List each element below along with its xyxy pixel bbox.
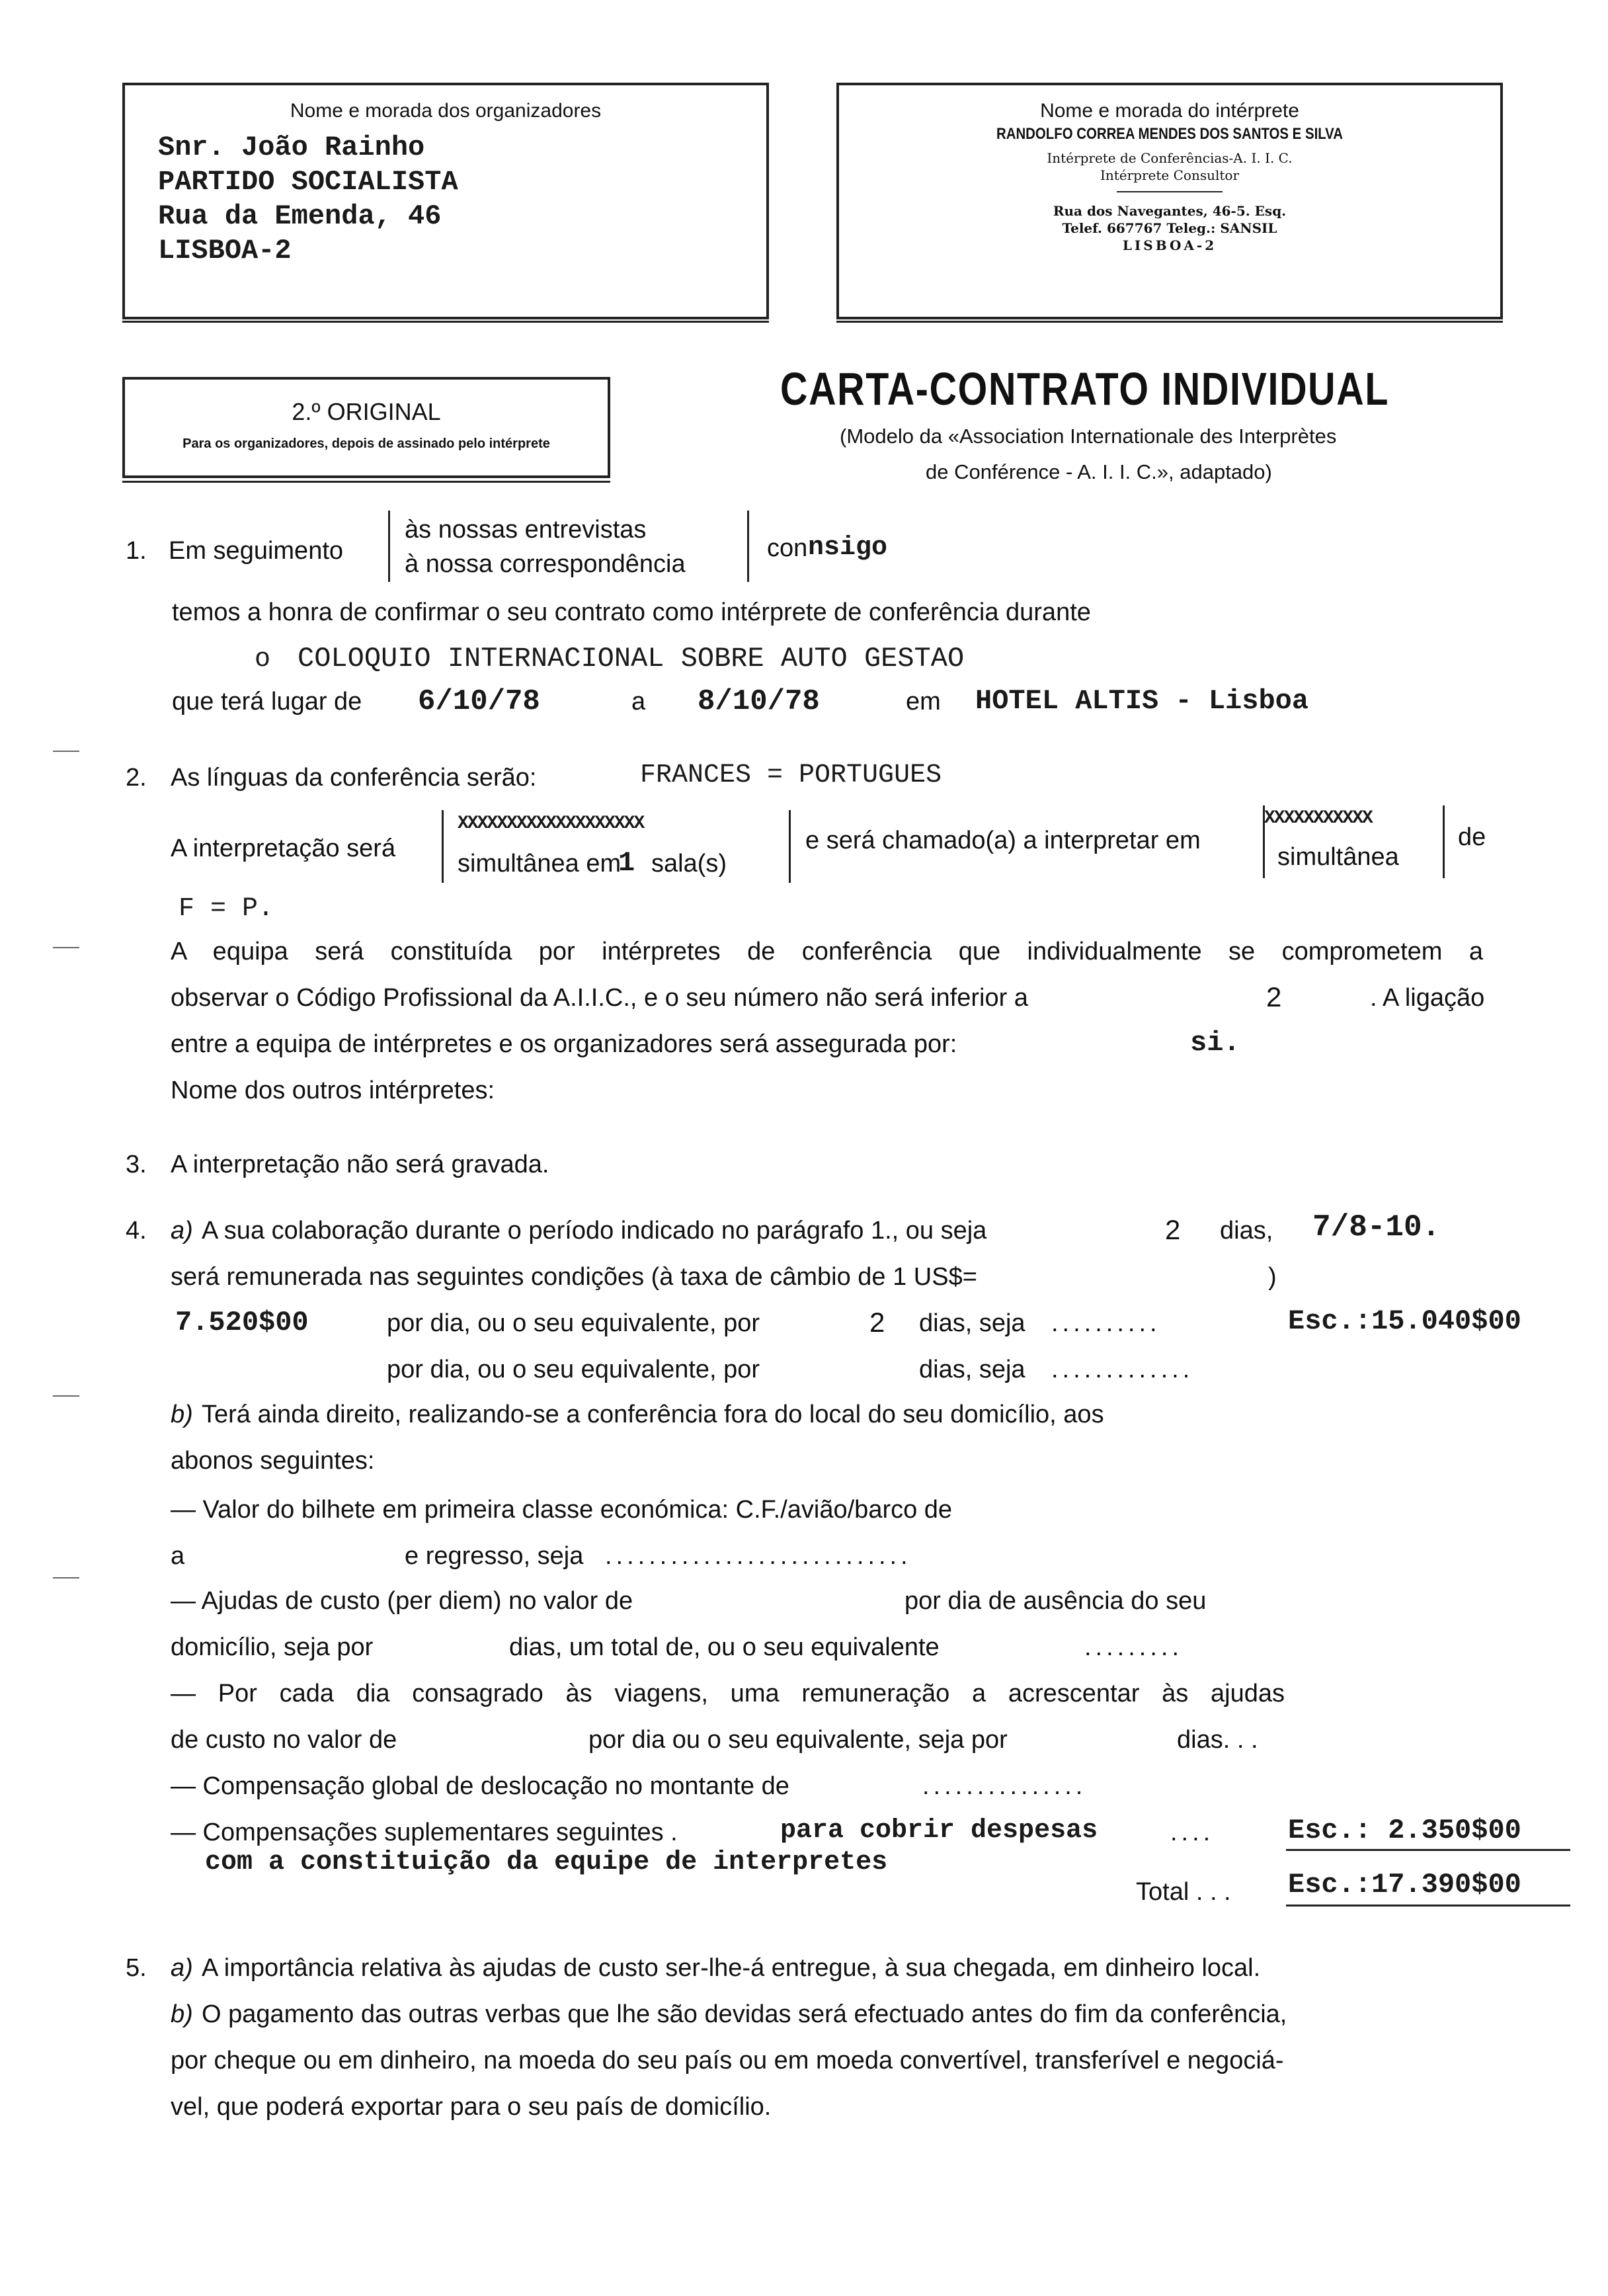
s5-number: 5. [126, 1954, 147, 1982]
s1-date-from: 6/10/78 [418, 685, 540, 718]
s1-date-to: 8/10/78 [698, 685, 820, 718]
s2-other-interpreters: Nome dos outros intérpretes: [171, 1077, 495, 1104]
page-subtitle-1: (Modelo da «Association Internationale des Interprètes [840, 425, 1337, 448]
s4-ticket-dots: ............................ [605, 1542, 912, 1570]
s4-global-dots: ............... [922, 1772, 1087, 1800]
s5-b-label: b) [171, 2000, 193, 2028]
s4-perday2-dots: ............. [1051, 1356, 1194, 1383]
s4-perdiem1: — Ajudas de custo (per diem) no valor de [171, 1587, 633, 1615]
interpreter-title2: Intérprete Consultor [1100, 167, 1240, 183]
s3-number: 3. [126, 1151, 147, 1178]
s4-rate-text: será remunerada nas seguintes condições (à taxa de câmbio de 1 US$= [171, 1263, 977, 1291]
s4-perday2-text: por dia, ou o seu equivalente, por [387, 1356, 760, 1383]
s2-de: de [1458, 823, 1486, 851]
s1-bracket-right [747, 511, 749, 582]
s2-number: 2. [126, 764, 147, 792]
s4-ticket-return: e regresso, seja [405, 1542, 584, 1570]
s4-perday-value: 7.520$00 [175, 1307, 309, 1338]
s2-team-line1: A equipa será constituída por intérpretes de conferência que individualmente se comprometem a [171, 938, 1483, 965]
organizers-label: Nome e morada dos organizadores [290, 100, 602, 122]
original-box-double-line [122, 481, 610, 483]
organizer-name: Snr. João Rainho [158, 132, 425, 163]
s1-option-correspondence: à nossa correspondência [405, 550, 686, 578]
margin-mark [53, 751, 79, 752]
s4-perday-tail: dias, seja [919, 1309, 1025, 1337]
s2-bracket1-right [789, 810, 791, 883]
s4-travel2: de custo no valor de [171, 1726, 397, 1754]
s4-days: 2 [1165, 1214, 1181, 1245]
organizer-street: Rua da Emenda, 46 [158, 200, 442, 232]
s2-struck-option-2: XXXXXXXXXXX [1264, 808, 1372, 829]
s1-date-a: a [631, 688, 646, 716]
interpreter-box-double-line [836, 321, 1503, 323]
s4-supp-typed-2: com a constituição da equipe de interpretes [205, 1848, 888, 1877]
s2-bracket1-left [442, 810, 444, 883]
s4-supp: — Compensações suplementares seguintes . [171, 1819, 678, 1846]
s2-struck-option-1: XXXXXXXXXXXXXXXXXXX [458, 813, 644, 834]
s1-date-lead: que terá lugar de [172, 688, 362, 716]
s1-conference-prefix: o [255, 645, 271, 675]
interpreter-divider [1117, 191, 1223, 192]
s2-team-line2-tail: . A ligação [1370, 984, 1485, 1012]
interpreter-city: LISBOA-2 [1122, 237, 1217, 253]
s4-total-label: Total . . . [1136, 1878, 1231, 1906]
s2-languages-label: As línguas da conferência serão: [171, 764, 537, 792]
s4-supp-typed-1: para cobrir despesas [780, 1816, 1098, 1846]
original-subtitle: Para os organizadores, depois de assinado pelo intérprete [182, 436, 550, 451]
s5-b-text-3: vel, que poderá exportar para o seu país de domicílio. [171, 2093, 772, 2121]
s4-ticket: — Valor do bilhete em primeira classe económica: C.F./avião/barco de [171, 1496, 953, 1524]
s2-languages: FRANCES = PORTUGUES [640, 760, 942, 790]
s2-interp-label: A interpretação será [171, 835, 396, 862]
s5-a-label: a) [171, 1954, 193, 1982]
s1-tail-printed: con [767, 534, 808, 562]
page-title: CARTA-CONTRATO INDIVIDUAL [780, 363, 1390, 415]
s5-b-text-1: O pagamento das outras verbas que lhe são devidas será efectuado antes do fim da conferência, [202, 2000, 1287, 2028]
s2-called-label: e será chamado(a) a interpretar em [805, 827, 1201, 854]
interpreter-name: RANDOLFO CORREA MENDES DOS SANTOS E SILVA [996, 125, 1344, 143]
interpreter-box [836, 83, 1503, 319]
s3-text: A interpretação não será gravada. [171, 1151, 549, 1178]
organizers-box-double-line [122, 321, 769, 323]
s4-supp-total: Esc.: 2.350$00 [1288, 1815, 1521, 1846]
s1-lead: Em seguimento [169, 537, 344, 565]
s4-perday-days: 2 [869, 1307, 885, 1338]
margin-mark [53, 947, 79, 948]
organizer-party: PARTIDO SOCIALISTA [158, 166, 458, 198]
s4-total-value: Esc.:17.390$00 [1288, 1869, 1521, 1901]
s4-perdiem2-b: dias, um total de, ou o seu equivalente [509, 1633, 940, 1661]
s4-perday-total: Esc.:15.040$00 [1288, 1305, 1521, 1337]
s1-option-interviews: às nossas entrevistas [405, 516, 647, 544]
original-box [122, 377, 610, 478]
s4-global: — Compensação global de deslocação no montante de [171, 1772, 789, 1800]
margin-mark [53, 1577, 79, 1578]
s4-b-text: Terá ainda direito, realizando-se a conferência fora do local do seu domicílio, aos [202, 1401, 1104, 1428]
s4-total-underline [1286, 1905, 1570, 1906]
s4-travel2-b: por dia ou o seu equivalente, seja por [588, 1726, 1008, 1754]
s4-perday-text: por dia, ou o seu equivalente, por [387, 1309, 760, 1337]
s4-number: 4. [126, 1217, 147, 1245]
s4-b-label: b) [171, 1401, 193, 1428]
s4-perdiem1-b: por dia de ausência do seu [904, 1587, 1207, 1615]
s1-place: HOTEL ALTIS - Lisboa [975, 685, 1309, 717]
s1-date-em: em [906, 688, 941, 716]
original-title: 2.º ORIGINAL [292, 398, 441, 425]
s4-ticket-a: a [171, 1542, 185, 1570]
interpreter-phone: Telef. 667767 Teleg.: SANSIL [1062, 220, 1277, 236]
s4-rate-close: ) [1268, 1263, 1277, 1291]
s4-days-typed: 7/8-10. [1312, 1210, 1441, 1245]
s1-confirm-text: temos a honra de confirmar o seu contrato como intérprete de conferência durante [172, 598, 1091, 626]
s2-team-line3: entre a equipa de intérpretes e os organizadores será assegurada por: [171, 1030, 957, 1058]
s4-a-label: a) [171, 1217, 193, 1245]
s5-b-text-2: por cheque ou em dinheiro, na moeda do seu país ou em moeda convertível, transferível e negociá- [171, 2047, 1284, 2074]
interpreter-label: Nome e morada do intérprete [1040, 100, 1299, 122]
organizers-box [122, 83, 769, 319]
s4-perdiem2-dots: ......... [1084, 1633, 1184, 1661]
interpreter-title1: Intérprete de Conferências-A. I. I. C. [1047, 150, 1293, 166]
s4-travel2-c: dias. . . [1177, 1726, 1258, 1754]
s2-bracket2-right [1443, 805, 1445, 878]
s2-direction: F = P. [179, 894, 274, 924]
s4-perday2-tail: dias, seja [919, 1356, 1025, 1383]
s1-conference-name: COLOQUIO INTERNACIONAL SOBRE AUTO GESTAO [298, 643, 965, 675]
s1-bracket-left [388, 511, 390, 582]
s4-travel1: — Por cada dia consagrado às viagens, uma remuneração a acrescentar às ajudas [171, 1680, 1285, 1707]
s1-tail-typed: nsigo [808, 533, 888, 563]
s2-rooms-suffix: sala(s) [651, 850, 727, 878]
s4-a-text: A sua colaboração durante o período indicado no parágrafo 1., ou seja [202, 1217, 987, 1245]
s4-perday-dots: .......... [1051, 1309, 1161, 1337]
s4-supp-total-underline [1286, 1849, 1570, 1851]
s2-simultaneous-rooms: simultânea em [458, 850, 622, 878]
s4-b-text2: abonos seguintes: [171, 1447, 375, 1475]
s4-days-label: dias, [1220, 1217, 1273, 1245]
interpreter-address: Rua dos Navegantes, 46-5. Esq. [1053, 203, 1287, 219]
s2-team-line2: observar o Código Profissional da A.I.I.C., e o seu número não será inferior a [171, 984, 1028, 1012]
s4-perdiem2: domicílio, seja por [171, 1633, 374, 1661]
page-subtitle-2: de Conférence - A. I. I. C.», adaptado) [926, 460, 1272, 483]
s5-a-text: A importância relativa às ajudas de custo ser-lhe-á entregue, à sua chegada, em dinheiro local. [202, 1954, 1261, 1982]
s2-team-minimum: 2 [1266, 981, 1282, 1012]
margin-mark [53, 1395, 79, 1397]
s2-rooms-count: 1 [618, 847, 635, 879]
s4-supp-dots: .... [1170, 1819, 1215, 1846]
s2-liaison: si. [1190, 1027, 1240, 1059]
s1-number: 1. [126, 537, 147, 565]
s2-simultaneous: simultânea [1277, 843, 1399, 871]
organizer-city: LISBOA-2 [158, 235, 292, 266]
